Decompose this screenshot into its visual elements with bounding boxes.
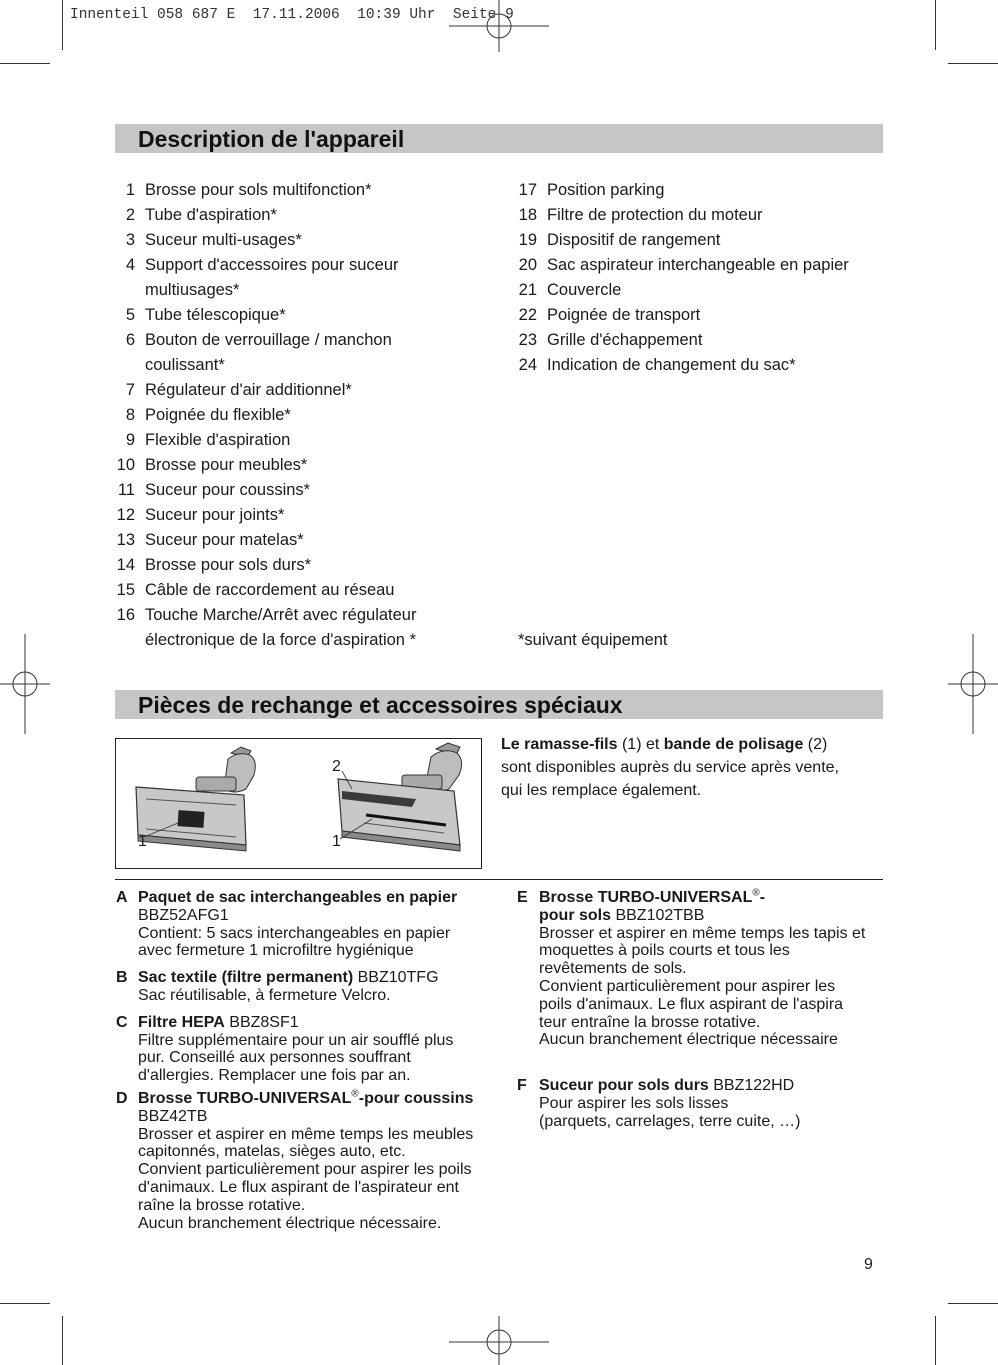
item-number: 2 bbox=[125, 206, 135, 224]
accessory-code: BBZ122HD bbox=[708, 1077, 795, 1095]
item-number: 1 bbox=[125, 181, 135, 199]
item-number: 3 bbox=[125, 231, 135, 249]
registration-mark-icon bbox=[449, 1316, 549, 1365]
item-number: 6 bbox=[125, 331, 135, 349]
description-item bbox=[506, 203, 906, 228]
item-number: 19 bbox=[518, 231, 537, 249]
item-label: Sac aspirateur interchangeable en papier bbox=[547, 256, 849, 274]
accessory-title bbox=[539, 889, 865, 907]
section-title: Pièces de rechange et accessoires spéciaux bbox=[138, 692, 623, 718]
item-label: Filtre de protection du moteur bbox=[547, 206, 763, 224]
accessory-letter: A bbox=[116, 889, 128, 906]
accessory-code: BBZ10TFG bbox=[353, 969, 439, 987]
accessory-item bbox=[517, 889, 917, 1049]
accessory-letter: F bbox=[517, 1077, 527, 1095]
description-list-right bbox=[506, 178, 906, 378]
registration-mark-icon bbox=[948, 634, 998, 734]
section-header bbox=[115, 124, 883, 153]
accessory-description: d'allergies. Remplacer une fois par an. bbox=[138, 1067, 411, 1085]
item-number: 20 bbox=[518, 256, 537, 274]
accessory-title bbox=[138, 1014, 453, 1032]
item-number: 16 bbox=[116, 606, 135, 624]
registration-mark-icon bbox=[0, 634, 50, 734]
accessory-item bbox=[116, 1014, 506, 1085]
accessory-description: Pour aspirer les sols lisses bbox=[539, 1094, 729, 1112]
accessory-letter: D bbox=[116, 1089, 128, 1107]
accessory-code: BBZ102TBB bbox=[611, 906, 705, 924]
accessory-description: capitonnés, matelas, sièges auto, etc. bbox=[138, 1143, 406, 1161]
accessory-description: Sac réutilisable, à fermeture Velcro. bbox=[138, 986, 391, 1004]
intro-line: sont disponibles auprès du service après vente, bbox=[501, 759, 839, 776]
description-item bbox=[506, 303, 906, 328]
description-list-left bbox=[104, 178, 484, 653]
crop-mark bbox=[62, 1316, 63, 1365]
item-label: électronique de la force d'aspiration * bbox=[145, 631, 416, 649]
description-item bbox=[104, 553, 484, 578]
page-number: 9 bbox=[864, 1256, 873, 1273]
section-title: Description de l'appareil bbox=[138, 126, 405, 152]
description-item bbox=[104, 603, 484, 628]
accessory-title bbox=[539, 1077, 800, 1095]
accessory-item bbox=[116, 969, 506, 1005]
accessory-description: d'animaux. Le flux aspirant de l'aspirateur ent bbox=[138, 1178, 459, 1196]
accessory-title bbox=[138, 1090, 473, 1108]
accessories-list-right bbox=[517, 889, 917, 1140]
intro-bold: Le ramasse-fils bbox=[501, 736, 618, 753]
callout-label: 1 bbox=[138, 833, 147, 850]
accessory-title-bold: Suceur pour sols durs bbox=[539, 1077, 709, 1095]
accessory-letter: C bbox=[116, 1013, 128, 1031]
item-number: 9 bbox=[125, 431, 135, 449]
accessory-description: pur. Conseillé aux personnes souffrant bbox=[138, 1049, 411, 1067]
description-item bbox=[104, 428, 484, 453]
accessory-body bbox=[539, 1077, 800, 1130]
accessory-title-bold: Brosse TURBO-UNIVERSAL bbox=[539, 889, 753, 906]
item-number: 22 bbox=[518, 306, 537, 324]
description-item bbox=[506, 353, 906, 378]
description-item bbox=[104, 453, 484, 478]
accessory-description: moquettes à poils courts et tous les bbox=[539, 942, 790, 960]
item-label: coulissant* bbox=[145, 356, 225, 374]
accessory-description: Aucun branchement électrique nécessaire. bbox=[138, 1214, 442, 1232]
accessory-title-bold: pour sols bbox=[539, 906, 612, 924]
accessory-body bbox=[138, 1014, 453, 1085]
accessory-code: BBZ8SF1 bbox=[224, 1013, 299, 1031]
description-item bbox=[104, 228, 484, 253]
item-number: 14 bbox=[116, 556, 135, 574]
accessory-description: Aucun branchement électrique nécessaire bbox=[539, 1031, 838, 1049]
description-item bbox=[104, 403, 484, 428]
item-number: 8 bbox=[125, 406, 135, 424]
item-number: 18 bbox=[518, 206, 537, 224]
item-number: 10 bbox=[116, 456, 135, 474]
item-label: Régulateur d'air additionnel* bbox=[145, 381, 352, 399]
accessory-title-bold: -pour coussins bbox=[358, 1089, 474, 1107]
intro-paragraph bbox=[501, 733, 886, 802]
floor-brush-right-icon bbox=[338, 743, 462, 851]
item-label: Couvercle bbox=[547, 281, 622, 299]
crop-mark bbox=[935, 1316, 936, 1365]
item-label: Brosse pour sols durs* bbox=[145, 556, 311, 574]
accessory-title bbox=[539, 907, 865, 925]
item-number: 4 bbox=[125, 256, 135, 274]
accessory-body bbox=[138, 969, 439, 1005]
accessory-body bbox=[539, 889, 865, 1049]
item-label: Tube d'aspiration* bbox=[145, 206, 277, 224]
accessory-description: avec fermeture 1 microfiltre hygiénique bbox=[138, 942, 414, 960]
floor-brush-illustration bbox=[116, 739, 481, 868]
accessory-description: Contient: 5 sacs interchangeables en papier bbox=[138, 924, 451, 942]
accessory-description: poils d'animaux. Le flux aspirant de l'aspira bbox=[539, 995, 844, 1013]
item-number: 17 bbox=[518, 181, 537, 199]
accessories-list-left bbox=[116, 889, 506, 1241]
description-item bbox=[104, 353, 484, 378]
intro-bold: bande de polisage bbox=[663, 736, 804, 753]
callout-label: 2 bbox=[332, 758, 341, 775]
item-label: Brosse pour sols multifonction* bbox=[145, 181, 372, 199]
accessory-title bbox=[138, 889, 457, 907]
item-number bbox=[104, 278, 135, 303]
accessory-description: Brosser et aspirer en même temps les tapis et bbox=[539, 924, 866, 942]
item-label: multiusages* bbox=[145, 281, 240, 299]
description-item bbox=[506, 328, 906, 353]
crop-mark bbox=[948, 1303, 998, 1304]
item-number: 5 bbox=[125, 306, 135, 324]
accessory-title-bold: Brosse TURBO-UNIVERSAL bbox=[138, 1089, 352, 1107]
item-label: Tube télescopique* bbox=[145, 306, 286, 324]
item-number bbox=[104, 628, 135, 653]
accessory-title-bold: Sac textile (filtre permanent) bbox=[138, 969, 354, 987]
accessory-description: Brosser et aspirer en même temps les meubles bbox=[138, 1125, 474, 1143]
section-header bbox=[115, 690, 883, 719]
registration-mark-icon bbox=[449, 0, 549, 52]
item-number: 21 bbox=[518, 281, 537, 299]
floor-brush-left-icon bbox=[136, 747, 255, 851]
accessory-letter: B bbox=[116, 969, 128, 987]
accessory-letter: E bbox=[517, 889, 528, 906]
description-item bbox=[104, 478, 484, 503]
item-label: Bouton de verrouillage / manchon bbox=[145, 331, 392, 349]
item-number: 15 bbox=[116, 581, 135, 599]
accessory-title-bold: - bbox=[759, 889, 766, 906]
item-number: 13 bbox=[116, 531, 135, 549]
description-item bbox=[104, 278, 484, 303]
item-number bbox=[104, 353, 135, 378]
accessory-description: teur entraîne la brosse rotative. bbox=[539, 1013, 761, 1031]
item-label: Suceur multi-usages* bbox=[145, 231, 302, 249]
description-item bbox=[104, 528, 484, 553]
item-label: Suceur pour coussins* bbox=[145, 481, 311, 499]
item-label: Dispositif de rangement bbox=[547, 231, 721, 249]
accessory-body bbox=[138, 1090, 473, 1232]
accessory-description: Filtre supplémentaire pour un air soufflé plus bbox=[138, 1031, 454, 1049]
crop-mark bbox=[948, 63, 998, 64]
description-item bbox=[104, 628, 484, 653]
item-label: Poignée du flexible* bbox=[145, 406, 291, 424]
description-item bbox=[104, 303, 484, 328]
item-number: 12 bbox=[116, 506, 135, 524]
accessory-description: raîne la brosse rotative. bbox=[138, 1196, 306, 1214]
footnote: *suivant équipement bbox=[518, 631, 668, 649]
description-item bbox=[506, 253, 906, 278]
item-label: Touche Marche/Arrêt avec régulateur bbox=[145, 606, 417, 624]
intro-line: qui les remplace également. bbox=[501, 782, 702, 799]
item-label: Brosse pour meubles* bbox=[145, 456, 308, 474]
description-item bbox=[104, 203, 484, 228]
item-label: Grille d'échappement bbox=[547, 331, 703, 349]
accessory-description: Convient particulièrement pour aspirer les bbox=[539, 977, 836, 995]
accessory-title-bold: Filtre HEPA bbox=[138, 1013, 225, 1031]
registered-mark: ® bbox=[351, 1088, 359, 1100]
description-item bbox=[104, 578, 484, 603]
crop-mark bbox=[0, 1303, 50, 1304]
accessories-illustration bbox=[115, 738, 482, 869]
accessory-title bbox=[138, 969, 439, 987]
item-number: 7 bbox=[125, 381, 135, 399]
description-item bbox=[104, 178, 484, 203]
crop-mark bbox=[0, 63, 50, 64]
intro-text: (2) bbox=[803, 736, 828, 753]
description-item bbox=[104, 503, 484, 528]
item-label: Poignée de transport bbox=[547, 306, 701, 324]
accessory-description: Convient particulièrement pour aspirer les poils bbox=[138, 1161, 472, 1179]
description-item bbox=[104, 253, 484, 278]
item-number: 11 bbox=[117, 481, 135, 499]
divider bbox=[115, 879, 883, 880]
crop-mark bbox=[935, 0, 936, 50]
item-number: 24 bbox=[518, 356, 537, 374]
description-item bbox=[104, 328, 484, 353]
item-label: Flexible d'aspiration bbox=[145, 431, 291, 449]
description-item bbox=[104, 378, 484, 403]
item-label: Indication de changement du sac* bbox=[547, 356, 796, 374]
item-label: Suceur pour matelas* bbox=[145, 531, 304, 549]
description-item bbox=[506, 178, 906, 203]
description-item bbox=[506, 228, 906, 253]
print-header: Innenteil 058 687 E 17.11.2006 10:39 Uhr Seite 9 bbox=[70, 7, 514, 23]
accessory-body bbox=[138, 889, 457, 960]
accessory-description: (parquets, carrelages, terre cuite, …) bbox=[539, 1112, 801, 1130]
item-label: Câble de raccordement au réseau bbox=[145, 581, 395, 599]
accessory-item bbox=[116, 1090, 506, 1232]
accessory-description: BBZ42TB bbox=[138, 1107, 208, 1125]
callout-label: 1 bbox=[332, 833, 341, 850]
crop-mark bbox=[62, 0, 63, 50]
accessory-title-bold: Paquet de sac interchangeables en papier bbox=[138, 889, 458, 906]
item-number: 23 bbox=[518, 331, 537, 349]
description-item bbox=[506, 278, 906, 303]
item-label: Position parking bbox=[547, 181, 665, 199]
item-label: Suceur pour joints* bbox=[145, 506, 285, 524]
item-label: Support d'accessoires pour suceur bbox=[145, 256, 399, 274]
registered-mark: ® bbox=[752, 887, 760, 899]
accessory-item bbox=[517, 1077, 917, 1130]
accessory-description: revêtements de sols. bbox=[539, 960, 687, 978]
intro-text: (1) et bbox=[617, 736, 664, 753]
accessory-description: BBZ52AFG1 bbox=[138, 906, 229, 924]
accessory-item bbox=[116, 889, 506, 960]
